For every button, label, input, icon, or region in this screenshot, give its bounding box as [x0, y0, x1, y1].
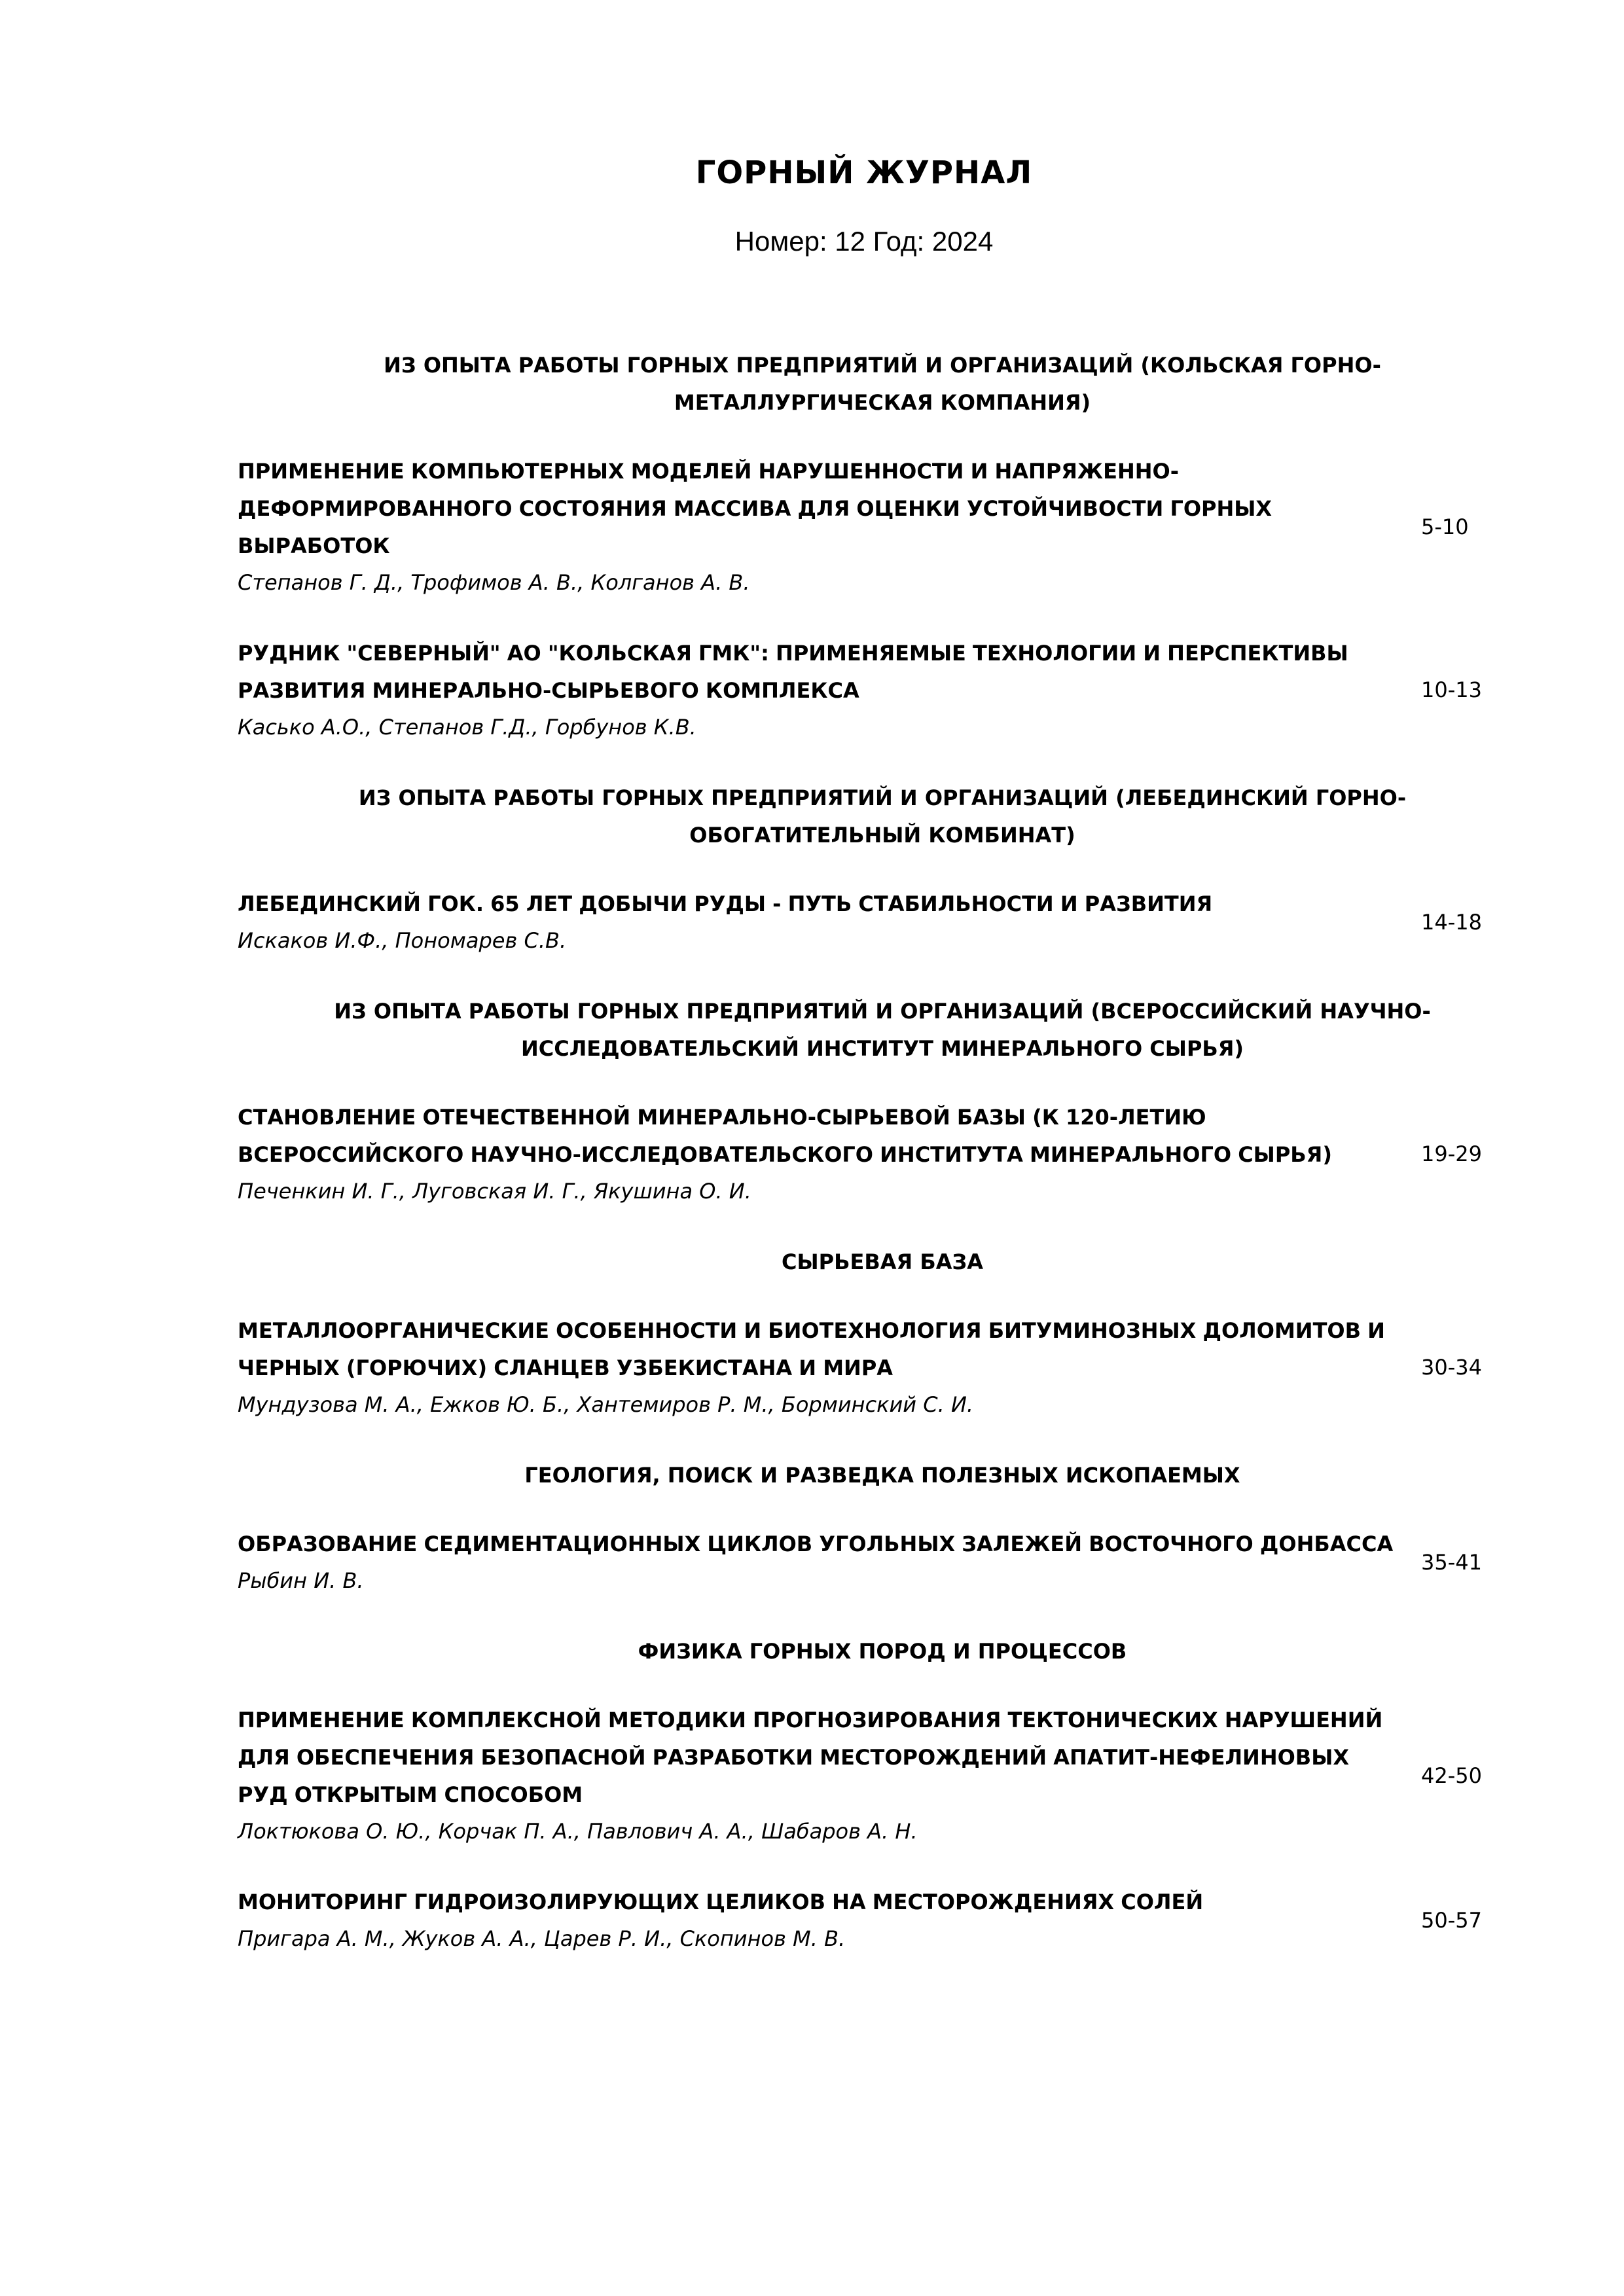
article-pages: 35-41 [1421, 1549, 1482, 1575]
article-entry [238, 1312, 1507, 1423]
article-authors: Локтюкова О. Ю., Корчак П. А., Павлович А. А., Шабаров А. Н. [238, 1819, 918, 1844]
article-entry [238, 1702, 1507, 1850]
article-authors: Мундузова М. А., Ежков Ю. Б., Хантемиров Р. М., Борминский С. И. [238, 1392, 974, 1417]
article-pages: 30-34 [1421, 1355, 1482, 1380]
article-authors: Рыбин И. В. [238, 1568, 364, 1593]
article-entry [238, 635, 1507, 745]
article-body [238, 1526, 1403, 1599]
article-title: ПРИМЕНЕНИЕ КОМПЬЮТЕРНЫХ МОДЕЛЕЙ НАРУШЕННОСТИ И НАПРЯЖЕННО-ДЕФОРМИРОВАННОГО СОСТОЯНИЯ МАССИВА ДЛЯ ОЦЕНКИ УСТОЙЧИВОСТИ ГОРНЫХ ВЫРАБОТОК [238, 459, 1272, 558]
article-entry [238, 886, 1507, 959]
article-pages: 10-13 [1421, 677, 1482, 702]
article-entry [238, 1884, 1507, 1957]
article-title: СТАНОВЛЕНИЕ ОТЕЧЕСТВЕННОЙ МИНЕРАЛЬНО-СЫРЬЕВОЙ БАЗЫ (К 120-ЛЕТИЮ ВСЕРОССИЙСКОГО НАУЧНО-ИССЛЕДОВАТЕЛЬСКОГО ИНСТИТУТА МИНЕРАЛЬНОГО СЫРЬЯ) [238, 1105, 1332, 1167]
article-title: ОБРАЗОВАНИЕ СЕДИМЕНТАЦИОННЫХ ЦИКЛОВ УГОЛЬНЫХ ЗАЛЕЖЕЙ ВОСТОЧНОГО ДОНБАССА [238, 1532, 1394, 1556]
section-heading: ИЗ ОПЫТА РАБОТЫ ГОРНЫХ ПРЕДПРИЯТИЙ И ОРГАНИЗАЦИЙ (ЛЕБЕДИНСКИЙ ГОРНО-ОБОГАТИТЕЛЬНЫЙ КОМБИНАТ) [358, 785, 1407, 848]
article-body [238, 453, 1403, 601]
article-body [238, 1702, 1403, 1850]
article-pages: 19-29 [1421, 1141, 1482, 1166]
article-entry [238, 1526, 1507, 1599]
article-authors: Степанов Г. Д., Трофимов А. В., Колганов А. В. [238, 570, 750, 595]
article-title: РУДНИК "СЕВЕРНЫЙ" АО "КОЛЬСКАЯ ГМК": ПРИМЕНЯЕМЫЕ ТЕХНОЛОГИИ И ПЕРСПЕКТИВЫ РАЗВИТИЯ МИНЕРАЛЬНО-СЫРЬЕВОГО КОМПЛЕКСА [238, 641, 1348, 703]
section-heading: ИЗ ОПЫТА РАБОТЫ ГОРНЫХ ПРЕДПРИЯТИЙ И ОРГАНИЗАЦИЙ (ВСЕРОССИЙСКИЙ НАУЧНО-ИССЛЕДОВАТЕЛЬСКИЙ ИНСТИТУТ МИНЕРАЛЬНОГО СЫРЬЯ) [334, 999, 1431, 1061]
article-pages: 42-50 [1421, 1763, 1482, 1788]
section-heading: ГЕОЛОГИЯ, ПОИСК И РАЗВЕДКА ПОЛЕЗНЫХ ИСКОПАЕМЫХ [524, 1463, 1240, 1488]
article-pages: 14-18 [1421, 909, 1482, 935]
journal-title: ГОРНЫЙ ЖУРНАЛ [695, 154, 1033, 191]
article-pages: 50-57 [1421, 1907, 1482, 1933]
article-body [238, 1312, 1403, 1423]
article-entry [238, 453, 1507, 601]
section-heading: ФИЗИКА ГОРНЫХ ПОРОД И ПРОЦЕССОВ [638, 1639, 1127, 1664]
section-heading: ИЗ ОПЫТА РАБОТЫ ГОРНЫХ ПРЕДПРИЯТИЙ И ОРГАНИЗАЦИЙ (КОЛЬСКАЯ ГОРНО-МЕТАЛЛУРГИЧЕСКАЯ КОМПАНИЯ) [384, 353, 1381, 415]
article-title: МЕТАЛЛООРГАНИЧЕСКИЕ ОСОБЕННОСТИ И БИОТЕХНОЛОГИЯ БИТУМИНОЗНЫХ ДОЛОМИТОВ И ЧЕРНЫХ (ГОРЮЧИХ) СЛАНЦЕВ УЗБЕКИСТАНА И МИРА [238, 1318, 1385, 1380]
article-body [238, 635, 1403, 745]
article-authors: Искаков И.Ф., Пономарев С.В. [238, 928, 567, 953]
article-authors: Касько А.О., Степанов Г.Д., Горбунов К.В. [238, 715, 696, 740]
article-pages: 5-10 [1421, 514, 1469, 539]
article-body [238, 1099, 1403, 1210]
article-title: МОНИТОРИНГ ГИДРОИЗОЛИРУЮЩИХ ЦЕЛИКОВ НА МЕСТОРОЖДЕНИЯХ СОЛЕЙ [238, 1890, 1204, 1914]
issue-line: Номер: 12 Год: 2024 [734, 226, 994, 257]
article-title: ПРИМЕНЕНИЕ КОМПЛЕКСНОЙ МЕТОДИКИ ПРОГНОЗИРОВАНИЯ ТЕКТОНИЧЕСКИХ НАРУШЕНИЙ ДЛЯ ОБЕСПЕЧЕНИЯ БЕЗОПАСНОЙ РАЗРАБОТКИ МЕСТОРОЖДЕНИЙ АПАТИТ-НЕФЕЛИНОВЫХ РУД ОТКРЫТЫМ СПОСОБОМ [238, 1708, 1383, 1807]
article-authors: Печенкин И. Г., Луговская И. Г., Якушина О. И. [238, 1179, 751, 1204]
article-body [238, 1884, 1403, 1957]
article-authors: Пригара А. М., Жуков А. А., Царев Р. И., Скопинов М. В. [238, 1926, 846, 1951]
section-heading: СЫРЬЕВАЯ БАЗА [782, 1249, 983, 1274]
article-entry [238, 1099, 1507, 1210]
article-body [238, 886, 1403, 959]
article-title: ЛЕБЕДИНСКИЙ ГОК. 65 ЛЕТ ДОБЫЧИ РУДЫ - ПУТЬ СТАБИЛЬНОСТИ И РАЗВИТИЯ [238, 891, 1213, 916]
table-of-contents [238, 347, 1507, 1991]
